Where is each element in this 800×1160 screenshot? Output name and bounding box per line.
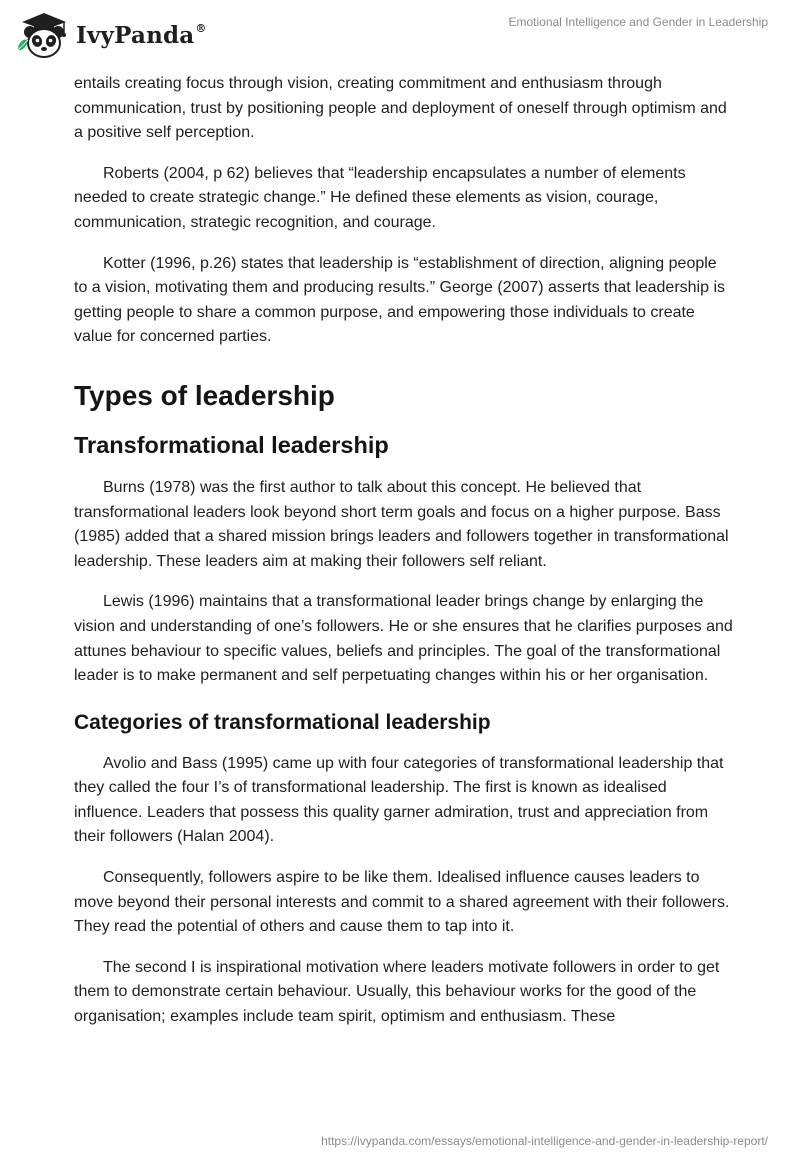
paragraph: Roberts (2004, p 62) believes that “leadership encapsulates a number of elements needed to create strategic change.” He defined these elements as vision, courage, communication, strategic recognition, and courage. — [74, 164, 686, 231]
paragraph: The second I is inspirational motivation where leaders motivate followers in order to get them to demonstrate certain behaviour. Usually, this behaviour works for the good of the organisation; examples include team spirit, optimism and enthusiasm. These — [74, 958, 720, 1026]
paragraph: Avolio and Bass (1995) came up with four categories of transformational leadership that they called the four I’s of transformational leadership. The first is known as idealised influence. Leaders that possess this quality garner admiration, trust and appreciation from their followers (Halan 2004). — [74, 754, 724, 846]
source-url[interactable]: https://ivypanda.com/essays/emotional-intelligence-and-gender-in-leadership-report/ — [321, 1134, 768, 1148]
page-header — [0, 0, 800, 70]
document-title: Emotional Intelligence and Gender in Leadership — [508, 15, 768, 29]
essay-body — [74, 72, 734, 1046]
ivypanda-logo[interactable] — [14, 10, 207, 60]
brand-name: IvyPanda® — [76, 21, 207, 49]
paragraph: Consequently, followers aspire to be like them. Idealised influence causes leaders to move beyond their personal interests and commit to a shared agreement with their followers. They read the potential of others and cause them to tap into it. — [74, 869, 730, 936]
subsection-heading: Transformational leadership — [74, 431, 389, 458]
paragraph: Kotter (1996, p.26) states that leadership is “establishment of direction, aligning people to a vision, motivating them and producing results.” George (2007) asserts that leadership is getting people to share a common purpose, and empowering those individuals to create value for concerned parties. — [74, 254, 725, 346]
paragraph: entails creating focus through vision, creating commitment and enthusiasm through communication, trust by positioning people and deployment of oneself through optimism and a positive self perception. — [74, 75, 727, 142]
subsection-heading: Categories of transformational leadership — [74, 710, 491, 734]
panda-graduate-icon — [14, 10, 70, 60]
paragraph: Lewis (1996) maintains that a transformational leader brings change by enlarging the vision and understanding of one’s followers. He or she ensures that he clarifies purposes and attunes behaviour to specific values, beliefs and principles. The goal of the transformational leader is to make permanent and self perpetuating changes within his or her organisation. — [74, 593, 733, 685]
section-heading: Types of leadership — [74, 379, 335, 411]
paragraph: Burns (1978) was the first author to talk about this concept. He believed that transformational leaders look beyond short term goals and focus on a higher purpose. Bass (1985) added that a shared mission brings leaders and followers together in transformational leadership. These leaders aim at making their followers self reliant. — [74, 478, 729, 570]
